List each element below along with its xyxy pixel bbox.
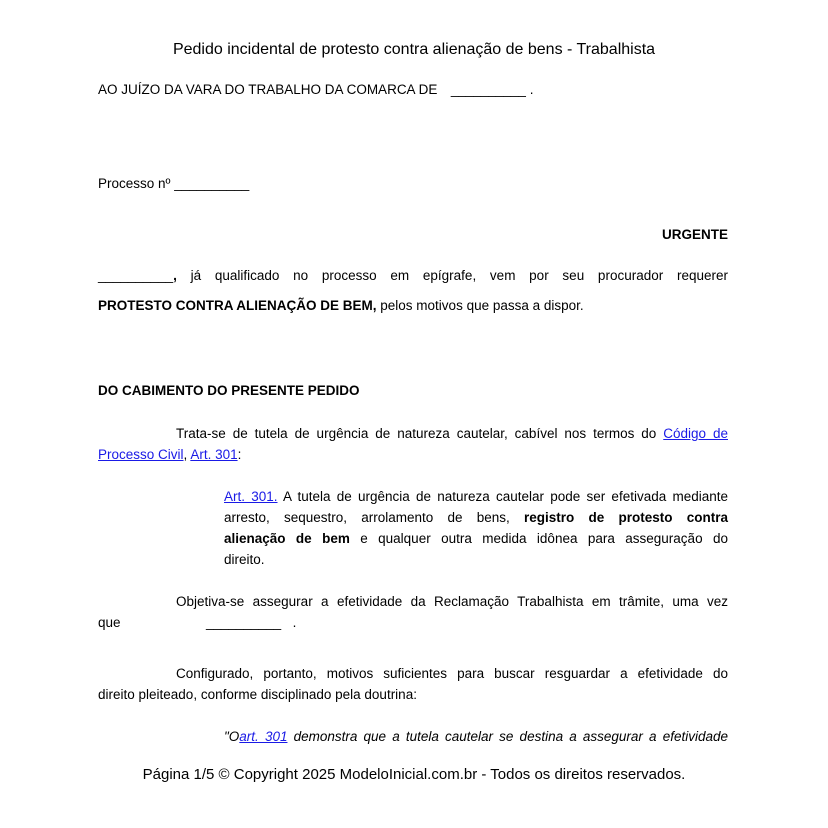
para1-line-2 [98, 444, 241, 465]
urgent-label: URGENTE [661, 227, 728, 242]
link-quote-art-301[interactable]: Art. 301. [224, 489, 278, 504]
doctrine-open: "Oart. 301 [224, 729, 288, 744]
para1-end: : [237, 447, 242, 462]
addressee-text: AO JUÍZO DA VARA DO TRABALHO DA COMARCA DE [98, 82, 438, 97]
quote-line-4: direito. [224, 552, 265, 567]
intro-line-2 [98, 295, 584, 316]
quote-line1-text: A tutela de urgência de natureza cautelar pode ser efetivada mediante [282, 489, 728, 504]
quote-line-3 [224, 528, 728, 549]
para1-sep: , [183, 447, 188, 462]
intro-comma: , [173, 268, 177, 283]
party-name-blank[interactable]: __________ [98, 268, 174, 283]
addressee-line [98, 79, 533, 100]
page-footer: Página 1/5 © Copyright 2025 ModeloInicial.com.br - Todos os direitos reservados. [142, 766, 686, 783]
link-art-301[interactable]: Art. 301 [190, 447, 238, 462]
addressee-end: . [529, 82, 534, 97]
quote-line3b: e qualquer outra medida idônea para asseguração do [360, 531, 728, 546]
page-title: Pedido incidental de protesto contra alienação de bens - Trabalhista [172, 41, 656, 58]
link-processo-civil[interactable]: Processo Civil [98, 447, 184, 462]
section-heading: DO CABIMENTO DO PRESENTE PEDIDO [98, 383, 360, 398]
para3-line-1: Configurado, portanto, motivos suficientes para buscar resguardar a efetividade do [176, 666, 728, 681]
link-codigo-processo-civil[interactable]: Código de [663, 426, 728, 441]
intro-rest: pelos motivos que passa a dispor. [380, 298, 584, 313]
para2-line-2-start: que [98, 615, 121, 630]
comarca-blank[interactable]: __________ [450, 82, 526, 97]
doctrine-line-1 [224, 726, 728, 747]
quote-line-1 [224, 486, 728, 507]
quote-line-2 [224, 507, 728, 528]
intro-line-1 [98, 265, 728, 286]
quote-line3a: alienação de bem [224, 531, 350, 546]
intro-text: já qualificado no processo em epígrafe, vem por seu procurador requerer [190, 268, 728, 283]
para2-line-1: Objetiva-se assegurar a efetividade da Reclamação Trabalhista em trâmite, uma vez [176, 594, 728, 609]
intro-bold: PROTESTO CONTRA ALIENAÇÃO DE BEM, [98, 298, 377, 313]
link-doctrine-art-301[interactable]: art. 301 [239, 729, 288, 744]
para2-line-2-blank [206, 612, 296, 633]
process-line [98, 173, 249, 194]
reason-blank[interactable]: __________ [206, 615, 282, 630]
quote-line2b: registro de protesto contra [524, 510, 728, 525]
para1-line-1 [176, 423, 728, 444]
process-number-blank[interactable]: __________ [174, 176, 250, 191]
para2-end: . [292, 615, 297, 630]
doctrine-text: demonstra que a tutela cautelar se destina a assegurar a efetividade [293, 729, 728, 744]
quote-line2a: arresto, sequestro, arrolamento de bens, [224, 510, 510, 525]
para1-text: Trata-se de tutela de urgência de natureza cautelar, cabível nos termos do [176, 426, 657, 441]
para3-line-2: direito pleiteado, conforme disciplinado pela doutrina: [98, 687, 417, 702]
process-label: Processo nº [98, 176, 171, 191]
